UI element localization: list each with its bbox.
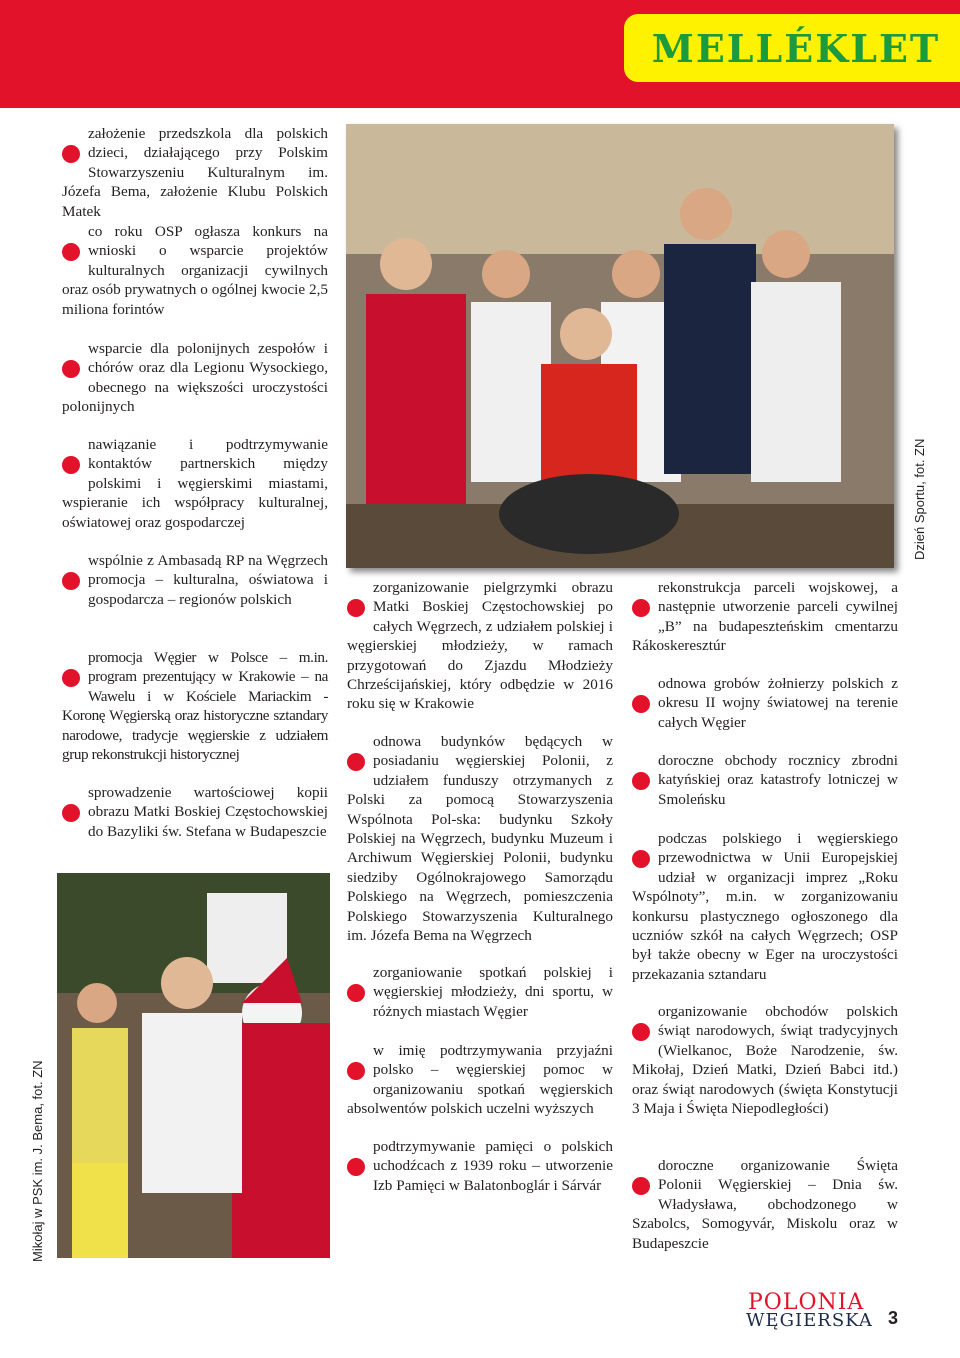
list-item: doroczne organizowanie Święta Polonii Węgierskiej – Dnia św. Władysława, obchodzonego w Szabolcs, Somogyvár, Miskolu oraz w Budapeszcie (632, 1157, 898, 1252)
bullet-dot (632, 599, 650, 617)
list-item: wsparcie dla polonijnych zespołów i chórów oraz dla Legionu Wysockiego, obecnego na większości uroczystości polonijnych (62, 340, 328, 416)
list-item: promocja Węgier w Polsce – m.in. program prezentujący w Krakowie – na Wawelu i w Kościele Mariackim - Koronę Węgierską oraz historyczne sztandary narodowe, tradycje węgierskie z udziałem grup rekonstrukcji historycznej (62, 649, 328, 764)
list-item: doroczne obchody rocznicy zbrodni katyńskiej oraz katastrofy lotniczej w Smoleńsku (632, 751, 898, 809)
bullet-dot (347, 753, 365, 771)
bullet-dot (632, 1177, 650, 1195)
page-number: 3 (888, 1308, 899, 1328)
list-item: założenie przedszkola dla polskich dzieci, działającego przy Polskim Stowarzyszeniu Kulturalnym im. Józefa Bema, założenie Klubu Polskich Matek (62, 125, 328, 220)
list-item: podczas polskiego i węgierskiego przewodnictwa w Unii Europejskiej udział w organizacji imprez „Roku Wspólnoty”, m.in. w zorganizowaniu konkursu plastycznego ogłoszonego dla uczniów szkół na całych Węgrzech; OSP był także obecny w Eger na uroczystości przekazania sztandaru (632, 830, 898, 983)
bullet-dot (347, 984, 365, 1002)
list-item: zorganizowanie pielgrzymki obrazu Matki Boskiej Częstochowskiej po całych Węgrzech, z udziałem polskiej i węgierskiej młodzieży, w ramach przygotowań do Zjazdu Młodzieży Chrześcijańskiej, który odbędzie w 2016 roku się w Krakowie (347, 579, 613, 713)
bullet-dot (62, 804, 80, 822)
header-title-box (624, 14, 960, 82)
bullet-dot (62, 456, 80, 474)
bullet-dot (62, 669, 80, 687)
group-photo (346, 124, 894, 568)
bullet-dot (347, 1062, 365, 1080)
bullet-dot (62, 572, 80, 590)
list-item: wspólnie z Ambasadą RP na Węgrzech promocja – kulturalna, oświatowa i gospodarcza – regionów polskich (62, 551, 328, 609)
bullet-dot (632, 1023, 650, 1041)
list-item: podtrzymywanie pamięci o polskich uchodźcach z 1939 roku – utworzenie Izb Pamięci w Balatonboglár i Sárvár (347, 1137, 613, 1195)
bullet-dot (632, 695, 650, 713)
photo-credit: Mikołaj w PSK im. J. Bema, fot. ZN (30, 1060, 45, 1262)
bullet-dot (347, 599, 365, 617)
magazine-logo (740, 1290, 880, 1330)
bullet-dot (347, 1158, 365, 1176)
list-item: nawiązanie i podtrzymywanie kontaktów partnerskich między polskimi i węgierskimi miastami, wspieranie ich współpracy kulturalnej, oświatowej oraz gospodarczej (62, 436, 328, 531)
list-item: odnowa grobów żołnierzy polskich z okresu II wojny światowej na terenie całych Węgier (632, 674, 898, 732)
list-item: sprowadzenie wartościowej kopii obrazu Matki Boskiej Częstochowskiej do Bazyliki św. Stefana w Budapeszcie (62, 783, 328, 841)
bullet-dot (632, 772, 650, 790)
section-title: MELLÉKLET (651, 25, 941, 71)
bullet-dot (62, 243, 80, 261)
list-item: zorganiowanie spotkań polskiej i węgierskiej młodzieży, dni sportu, w różnych miastach Węgier (347, 963, 613, 1021)
santa-photo (57, 873, 330, 1258)
bullet-dot (632, 850, 650, 868)
list-item: odnowa budynków będących w posiadaniu węgierskiej Polonii, z udziałem funduszy otrzymanych z Polski za pomocą Stowarzyszenia Wspólnota Pol-ska: budynku Szkoły Polskiej na Węgrzech, budynku Muzeum i Archiwum Węgierskiej Polonii, budynku siedziby Ogólnokrajowego Samorządu Polskiego na Węgrzech, pomieszczenia Polskiego Stowarzyszenia Kulturalnego im. Józefa Bema na Węgrzech (347, 733, 613, 945)
logo-line2: WĘGIERSKA (746, 1310, 873, 1331)
photo-credit: Dzień Sportu, fot. ZN (912, 438, 927, 560)
bullet-dot (62, 360, 80, 378)
logo-line1: POLONIA (748, 1290, 865, 1315)
list-item: w imię podtrzymywania przyjaźni polsko – węgierskiej pomoc w organizowaniu spotkań węgierskich absolwentów polskich uczelni wyższych (347, 1042, 613, 1118)
list-item: co roku OSP ogłasza konkurs na wnioski o wsparcie projektów kulturalnych organizacji cywilnych oraz osób prywatnych o ogólnej kwocie 2,5 miliona forintów (62, 223, 328, 318)
list-item: rekonstrukcja parceli wojskowej, a następnie utworzenie parceli cywilnej „B” na budapeszteńskim cmentarzu Rákoskeresztúr (632, 579, 898, 655)
list-item: organizowanie obchodów polskich świąt narodowych, świąt tradycyjnych (Wielkanoc, Boże Narodzenie, św. Mikołaj, Dzień Matki, Dzień Babci itd.) oraz świąt narodowych (święta Konstytucji 3 Maja i Święta Niepodległości) (632, 1003, 898, 1118)
bullet-dot (62, 145, 80, 163)
